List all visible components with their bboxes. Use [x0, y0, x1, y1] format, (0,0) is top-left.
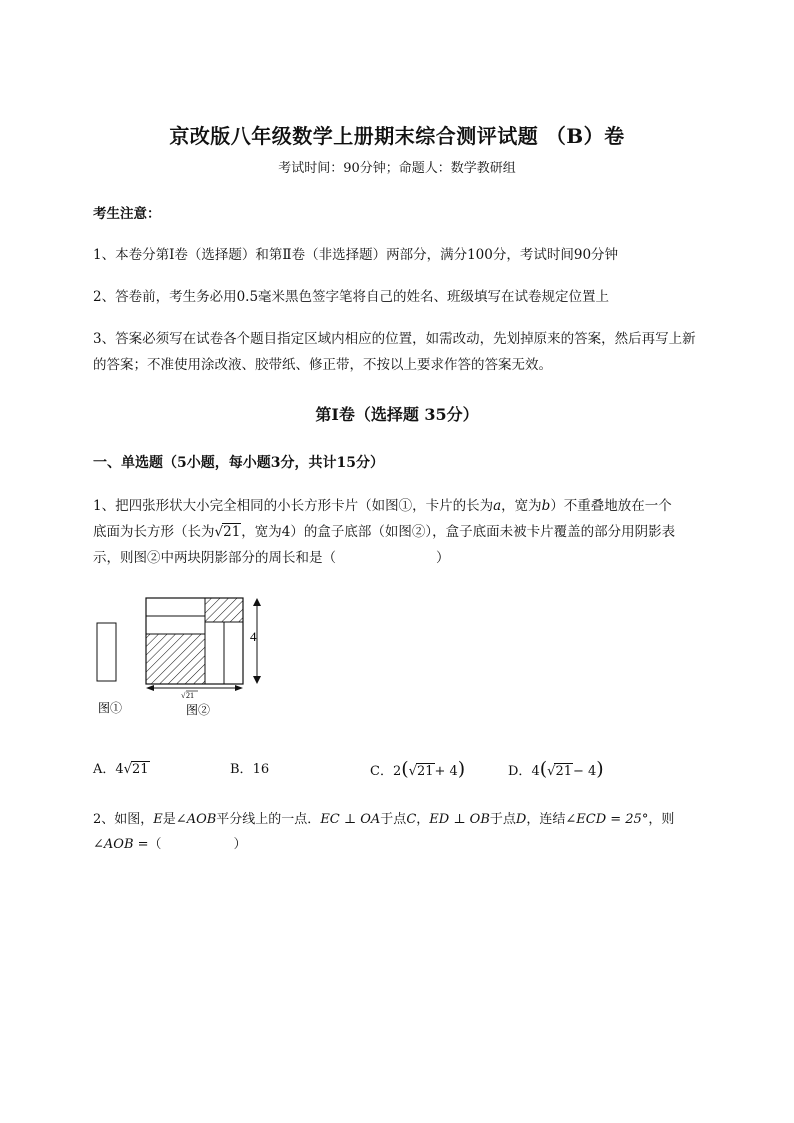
- q1-figure: [90, 592, 280, 722]
- option-d[interactable]: D．4(√21− 4): [508, 758, 604, 780]
- q1-text: 1、把四张形状大小完全相同的小长方形卡片（如图①，卡片的长为: [93, 498, 494, 514]
- q2-text: 于点: [380, 812, 407, 827]
- q1-line-3: [93, 546, 450, 566]
- notice-item-3: 3、答案必须写在试卷各个题目指定区域内相应的位置，如需改动，先划掉原来的答案，然后再写上新: [93, 331, 696, 347]
- q2-text: ，则: [648, 812, 675, 827]
- svg-text:√: √: [181, 691, 186, 700]
- q2-text: 平分线上的一点．: [216, 812, 321, 827]
- angle-ecd: ∠ECD = 25°: [565, 812, 649, 827]
- option-label: C．: [370, 764, 393, 779]
- figure-1-label: 图①: [98, 701, 123, 715]
- q2-line-2: [93, 833, 247, 852]
- width-dimension: [146, 685, 243, 700]
- var-b: b: [541, 498, 551, 514]
- sqrt-expr: √21: [214, 524, 241, 540]
- card-rect: [97, 623, 116, 681]
- option-a[interactable]: A．4√21: [93, 762, 149, 777]
- option-value: + 4: [434, 764, 458, 779]
- shade-region-right: [205, 598, 243, 622]
- section-title: 第I卷（选择题 35分）: [315, 405, 479, 424]
- angle-aob-expr: ∠AOB =: [93, 837, 149, 852]
- notice-item-3-cont: 的答案；不准使用涂改液、胶带纸、修正带，不按以上要求作答的答案无效。: [93, 357, 552, 373]
- notice-item-2: 2、答卷前，考生务必用0.5毫米黑色签字笔将自己的姓名、班级填写在试卷规定位置上: [93, 289, 610, 305]
- option-b[interactable]: [230, 758, 269, 777]
- q1-line-2: [93, 520, 675, 540]
- q2-text: （: [148, 837, 162, 852]
- q2-text: 2、如图，: [93, 812, 154, 827]
- point-c: C: [406, 812, 417, 827]
- option-value: 4: [115, 762, 124, 777]
- q1-text: ，宽为4）的盒子底部（如图②），盒子底面未被卡片覆盖的部分用阴影表: [241, 524, 676, 540]
- exam-info: 考试时间：90分钟；命题人：数学教研组: [278, 161, 516, 176]
- var-a: a: [493, 498, 502, 514]
- option-value: 21: [131, 762, 149, 777]
- notice-item-1: 1、本卷分第I卷（选择题）和第Ⅱ卷（非选择题）两部分，满分100分，考试时间90分钟: [93, 247, 619, 263]
- box-diagram: [146, 598, 243, 684]
- height-dimension: [250, 598, 261, 684]
- perp-ec-oa: EC ⊥ OA: [320, 812, 381, 827]
- part-title: 一、单选题（5小题，每小题3分，共计15分）: [93, 455, 384, 471]
- point-e: E: [153, 812, 163, 827]
- side-label: 4: [250, 629, 257, 644]
- page-title: 京改版八年级数学上册期末综合测评试题 （B）卷: [169, 124, 625, 148]
- notice-heading: 考生注意：: [93, 206, 161, 222]
- option-value: − 4: [572, 764, 597, 779]
- q2-text: ，连结: [526, 812, 566, 827]
- option-label: A．: [93, 762, 116, 777]
- q1-text: ）: [436, 550, 450, 566]
- point-d: D: [515, 812, 527, 827]
- angle-aob: ∠AOB: [175, 812, 217, 827]
- option-value: 2: [392, 764, 402, 779]
- q1-text: 底面为长方形（长为: [93, 524, 215, 540]
- option-value: 16: [252, 762, 270, 777]
- q2-text: 于点: [489, 812, 516, 827]
- q1-line-1: [93, 494, 672, 514]
- option-label: D．: [508, 764, 532, 779]
- figure-2-label: 图②: [186, 703, 211, 717]
- option-c[interactable]: C．2(√21+ 4): [370, 758, 466, 780]
- q2-line-1: 2、如图，E是∠AOB平分线上的一点．EC ⊥ OA于点C，ED ⊥ OB于点D，连结∠ECD = 25°，则: [93, 812, 675, 827]
- option-value: 4: [531, 764, 540, 779]
- shade-region-left: [146, 634, 205, 684]
- q2-text: 是: [162, 812, 176, 827]
- option-label: B．: [230, 762, 253, 777]
- option-value: 21: [555, 764, 572, 779]
- perp-ed-ob: ED ⊥ OB: [429, 812, 490, 827]
- q1-text: 示，则图②中两块阴影部分的周长和是（: [93, 550, 336, 566]
- q1-text: ）不重叠地放在一个: [550, 498, 672, 514]
- option-value: 21: [416, 764, 434, 779]
- q1-text: ，宽为: [501, 498, 542, 514]
- bottom-label: 21: [186, 691, 194, 700]
- q2-text: ）: [233, 837, 247, 852]
